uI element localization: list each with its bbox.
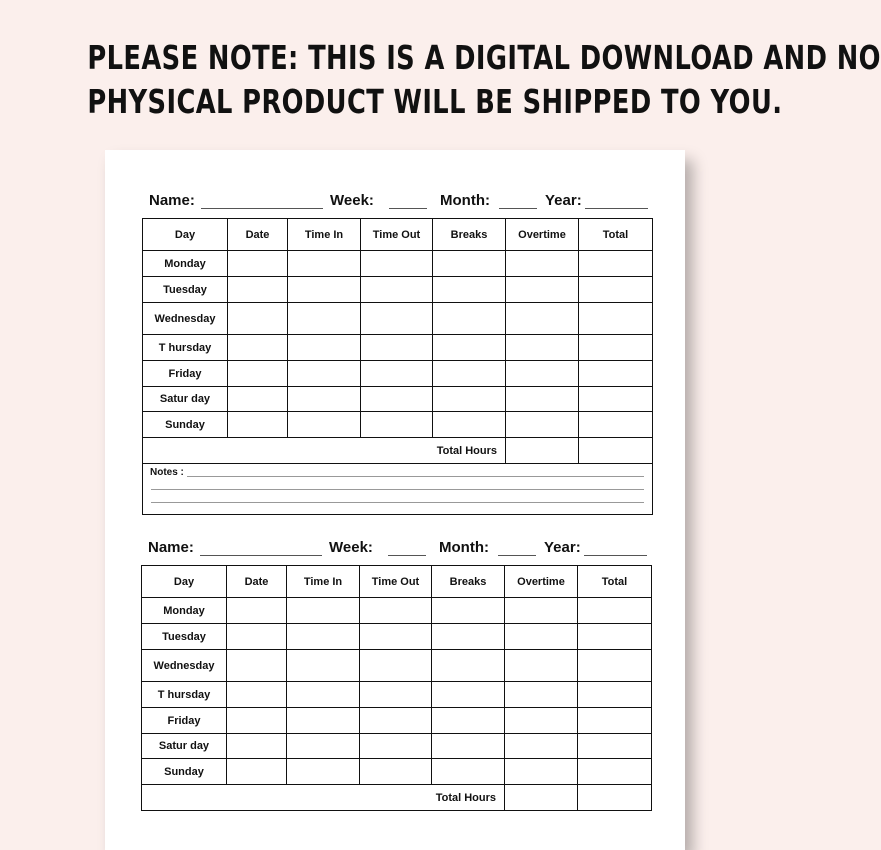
entry-cell[interactable] (433, 361, 506, 387)
column-header: Overtime (505, 566, 578, 598)
year-label: Year: (545, 192, 582, 209)
timesheet-page (105, 150, 685, 850)
entry-cell[interactable] (432, 734, 505, 759)
name-line[interactable] (201, 208, 323, 209)
table-row (143, 303, 653, 335)
month-label: Month: (439, 539, 489, 556)
table-row (142, 650, 652, 682)
timesheet-header (105, 188, 685, 216)
table-row (142, 708, 652, 734)
entry-cell[interactable] (361, 335, 433, 361)
entry-cell[interactable] (433, 303, 506, 335)
table-row (143, 277, 653, 303)
table-header-row (142, 566, 652, 598)
table-row (142, 759, 652, 785)
entry-cell[interactable] (288, 251, 361, 277)
entry-cell[interactable] (228, 251, 288, 277)
column-header: Breaks (432, 566, 505, 598)
timesheet-block-2 (105, 535, 685, 804)
table-row (142, 624, 652, 650)
entry-cell[interactable] (288, 277, 361, 303)
entry-cell[interactable] (579, 303, 653, 335)
column-header: Breaks (433, 219, 506, 251)
entry-cell[interactable] (578, 759, 652, 785)
entry-cell[interactable] (432, 759, 505, 785)
entry-cell[interactable] (506, 251, 579, 277)
entry-cell[interactable] (579, 251, 653, 277)
day-cell: T hursday (142, 682, 227, 708)
total-hours-label: Total Hours (143, 438, 506, 464)
total-hours-row (142, 785, 652, 811)
entry-cell[interactable] (506, 412, 579, 438)
table-row (142, 734, 652, 759)
entry-cell[interactable] (287, 650, 360, 682)
entry-cell[interactable] (360, 682, 432, 708)
entry-cell[interactable] (360, 650, 432, 682)
notes-line (151, 502, 644, 503)
entry-cell[interactable] (433, 412, 506, 438)
column-header: Day (142, 566, 227, 598)
entry-cell[interactable] (227, 598, 287, 624)
day-cell: T hursday (143, 335, 228, 361)
day-cell: Wednesday (143, 303, 228, 335)
year-label: Year: (544, 539, 581, 556)
entry-cell[interactable] (361, 251, 433, 277)
week-label: Week: (329, 539, 373, 556)
entry-cell[interactable] (505, 598, 578, 624)
notes-line (151, 489, 644, 490)
entry-cell[interactable] (360, 708, 432, 734)
year-line[interactable] (584, 555, 647, 556)
table-row (143, 361, 653, 387)
day-cell: Tuesday (142, 624, 227, 650)
entry-cell[interactable] (287, 598, 360, 624)
entry-cell[interactable] (288, 412, 361, 438)
entry-cell[interactable] (433, 387, 506, 412)
entry-cell[interactable] (227, 682, 287, 708)
entry-cell[interactable] (228, 303, 288, 335)
column-header: Day (143, 219, 228, 251)
entry-cell[interactable] (360, 759, 432, 785)
table-header-row (143, 219, 653, 251)
column-header: Time In (287, 566, 360, 598)
notes-label: Notes : (150, 467, 184, 478)
column-header: Total (578, 566, 652, 598)
entry-cell[interactable] (227, 734, 287, 759)
entry-cell[interactable] (578, 650, 652, 682)
month-label: Month: (440, 192, 490, 209)
notice-line-2: PHYSICAL PRODUCT WILL BE SHIPPED TO YOU. (87, 82, 783, 121)
entry-cell[interactable] (288, 335, 361, 361)
total-hours-label: Total Hours (142, 785, 505, 811)
digital-download-notice (87, 36, 881, 124)
day-cell: Sunday (142, 759, 227, 785)
entry-cell[interactable] (578, 598, 652, 624)
entry-cell[interactable] (579, 335, 653, 361)
entry-cell[interactable] (433, 335, 506, 361)
notes-line (187, 476, 644, 477)
entry-cell[interactable] (228, 277, 288, 303)
entry-cell[interactable] (506, 361, 579, 387)
timesheet-table (142, 218, 653, 515)
entry-cell[interactable] (288, 303, 361, 335)
entry-cell[interactable] (432, 624, 505, 650)
day-cell: Tuesday (143, 277, 228, 303)
week-label: Week: (330, 192, 374, 209)
table-row (143, 387, 653, 412)
entry-cell[interactable] (432, 650, 505, 682)
notice-line-1: PLEASE NOTE: THIS IS A DIGITAL DOWNLOAD AND NO (87, 38, 881, 77)
entry-cell[interactable] (578, 624, 652, 650)
column-header: Time In (288, 219, 361, 251)
entry-cell[interactable] (288, 387, 361, 412)
entry-cell[interactable] (505, 650, 578, 682)
entry-cell[interactable] (228, 412, 288, 438)
entry-cell[interactable] (287, 734, 360, 759)
column-header: Date (228, 219, 288, 251)
entry-cell[interactable] (578, 734, 652, 759)
total-hours-cell[interactable] (579, 438, 653, 464)
table-row (143, 412, 653, 438)
total-hours-row (143, 438, 653, 464)
entry-cell[interactable] (288, 361, 361, 387)
entry-cell[interactable] (506, 335, 579, 361)
entry-cell[interactable] (506, 277, 579, 303)
day-cell: Satur day (143, 387, 228, 412)
total-overtime-cell[interactable] (506, 438, 579, 464)
month-line[interactable] (498, 555, 536, 556)
column-header: Overtime (506, 219, 579, 251)
year-line[interactable] (585, 208, 648, 209)
table-row (143, 251, 653, 277)
column-header: Time Out (361, 219, 433, 251)
day-cell: Satur day (142, 734, 227, 759)
table-row (142, 682, 652, 708)
entry-cell[interactable] (360, 734, 432, 759)
entry-cell[interactable] (432, 708, 505, 734)
entry-cell[interactable] (228, 361, 288, 387)
entry-cell[interactable] (579, 412, 653, 438)
entry-cell[interactable] (361, 387, 433, 412)
day-cell: Monday (143, 251, 228, 277)
week-line[interactable] (388, 555, 426, 556)
entry-cell[interactable] (227, 708, 287, 734)
entry-cell[interactable] (361, 361, 433, 387)
day-cell: Friday (143, 361, 228, 387)
entry-cell[interactable] (505, 682, 578, 708)
entry-cell[interactable] (360, 598, 432, 624)
entry-cell[interactable] (506, 303, 579, 335)
day-cell: Sunday (143, 412, 228, 438)
entry-cell[interactable] (505, 759, 578, 785)
entry-cell[interactable] (360, 624, 432, 650)
column-header: Total (579, 219, 653, 251)
month-line[interactable] (499, 208, 537, 209)
entry-cell[interactable] (433, 251, 506, 277)
name-line[interactable] (200, 555, 322, 556)
timesheet-header (105, 535, 685, 563)
total-overtime-cell[interactable] (505, 785, 578, 811)
column-header: Time Out (360, 566, 432, 598)
name-label: Name: (148, 539, 194, 556)
entry-cell[interactable] (505, 708, 578, 734)
table-row (143, 335, 653, 361)
entry-cell[interactable] (287, 759, 360, 785)
entry-cell[interactable] (579, 361, 653, 387)
entry-cell[interactable] (227, 624, 287, 650)
total-hours-cell[interactable] (578, 785, 652, 811)
entry-cell[interactable] (505, 624, 578, 650)
entry-cell[interactable] (578, 682, 652, 708)
notes-row (143, 464, 653, 515)
name-label: Name: (149, 192, 195, 209)
week-line[interactable] (389, 208, 427, 209)
entry-cell[interactable] (579, 387, 653, 412)
entry-cell[interactable] (432, 682, 505, 708)
entry-cell[interactable] (361, 303, 433, 335)
entry-cell[interactable] (361, 277, 433, 303)
entry-cell[interactable] (227, 650, 287, 682)
notes-area[interactable] (143, 464, 653, 515)
day-cell: Wednesday (142, 650, 227, 682)
entry-cell[interactable] (506, 387, 579, 412)
entry-cell[interactable] (579, 277, 653, 303)
entry-cell[interactable] (433, 277, 506, 303)
entry-cell[interactable] (228, 335, 288, 361)
day-cell: Monday (142, 598, 227, 624)
timesheet-block-1 (105, 188, 685, 478)
entry-cell[interactable] (432, 598, 505, 624)
day-cell: Friday (142, 708, 227, 734)
entry-cell[interactable] (287, 682, 360, 708)
entry-cell[interactable] (287, 624, 360, 650)
entry-cell[interactable] (505, 734, 578, 759)
table-row (142, 598, 652, 624)
entry-cell[interactable] (228, 387, 288, 412)
entry-cell[interactable] (361, 412, 433, 438)
entry-cell[interactable] (578, 708, 652, 734)
entry-cell[interactable] (287, 708, 360, 734)
entry-cell[interactable] (227, 759, 287, 785)
timesheet-table (141, 565, 652, 811)
column-header: Date (227, 566, 287, 598)
